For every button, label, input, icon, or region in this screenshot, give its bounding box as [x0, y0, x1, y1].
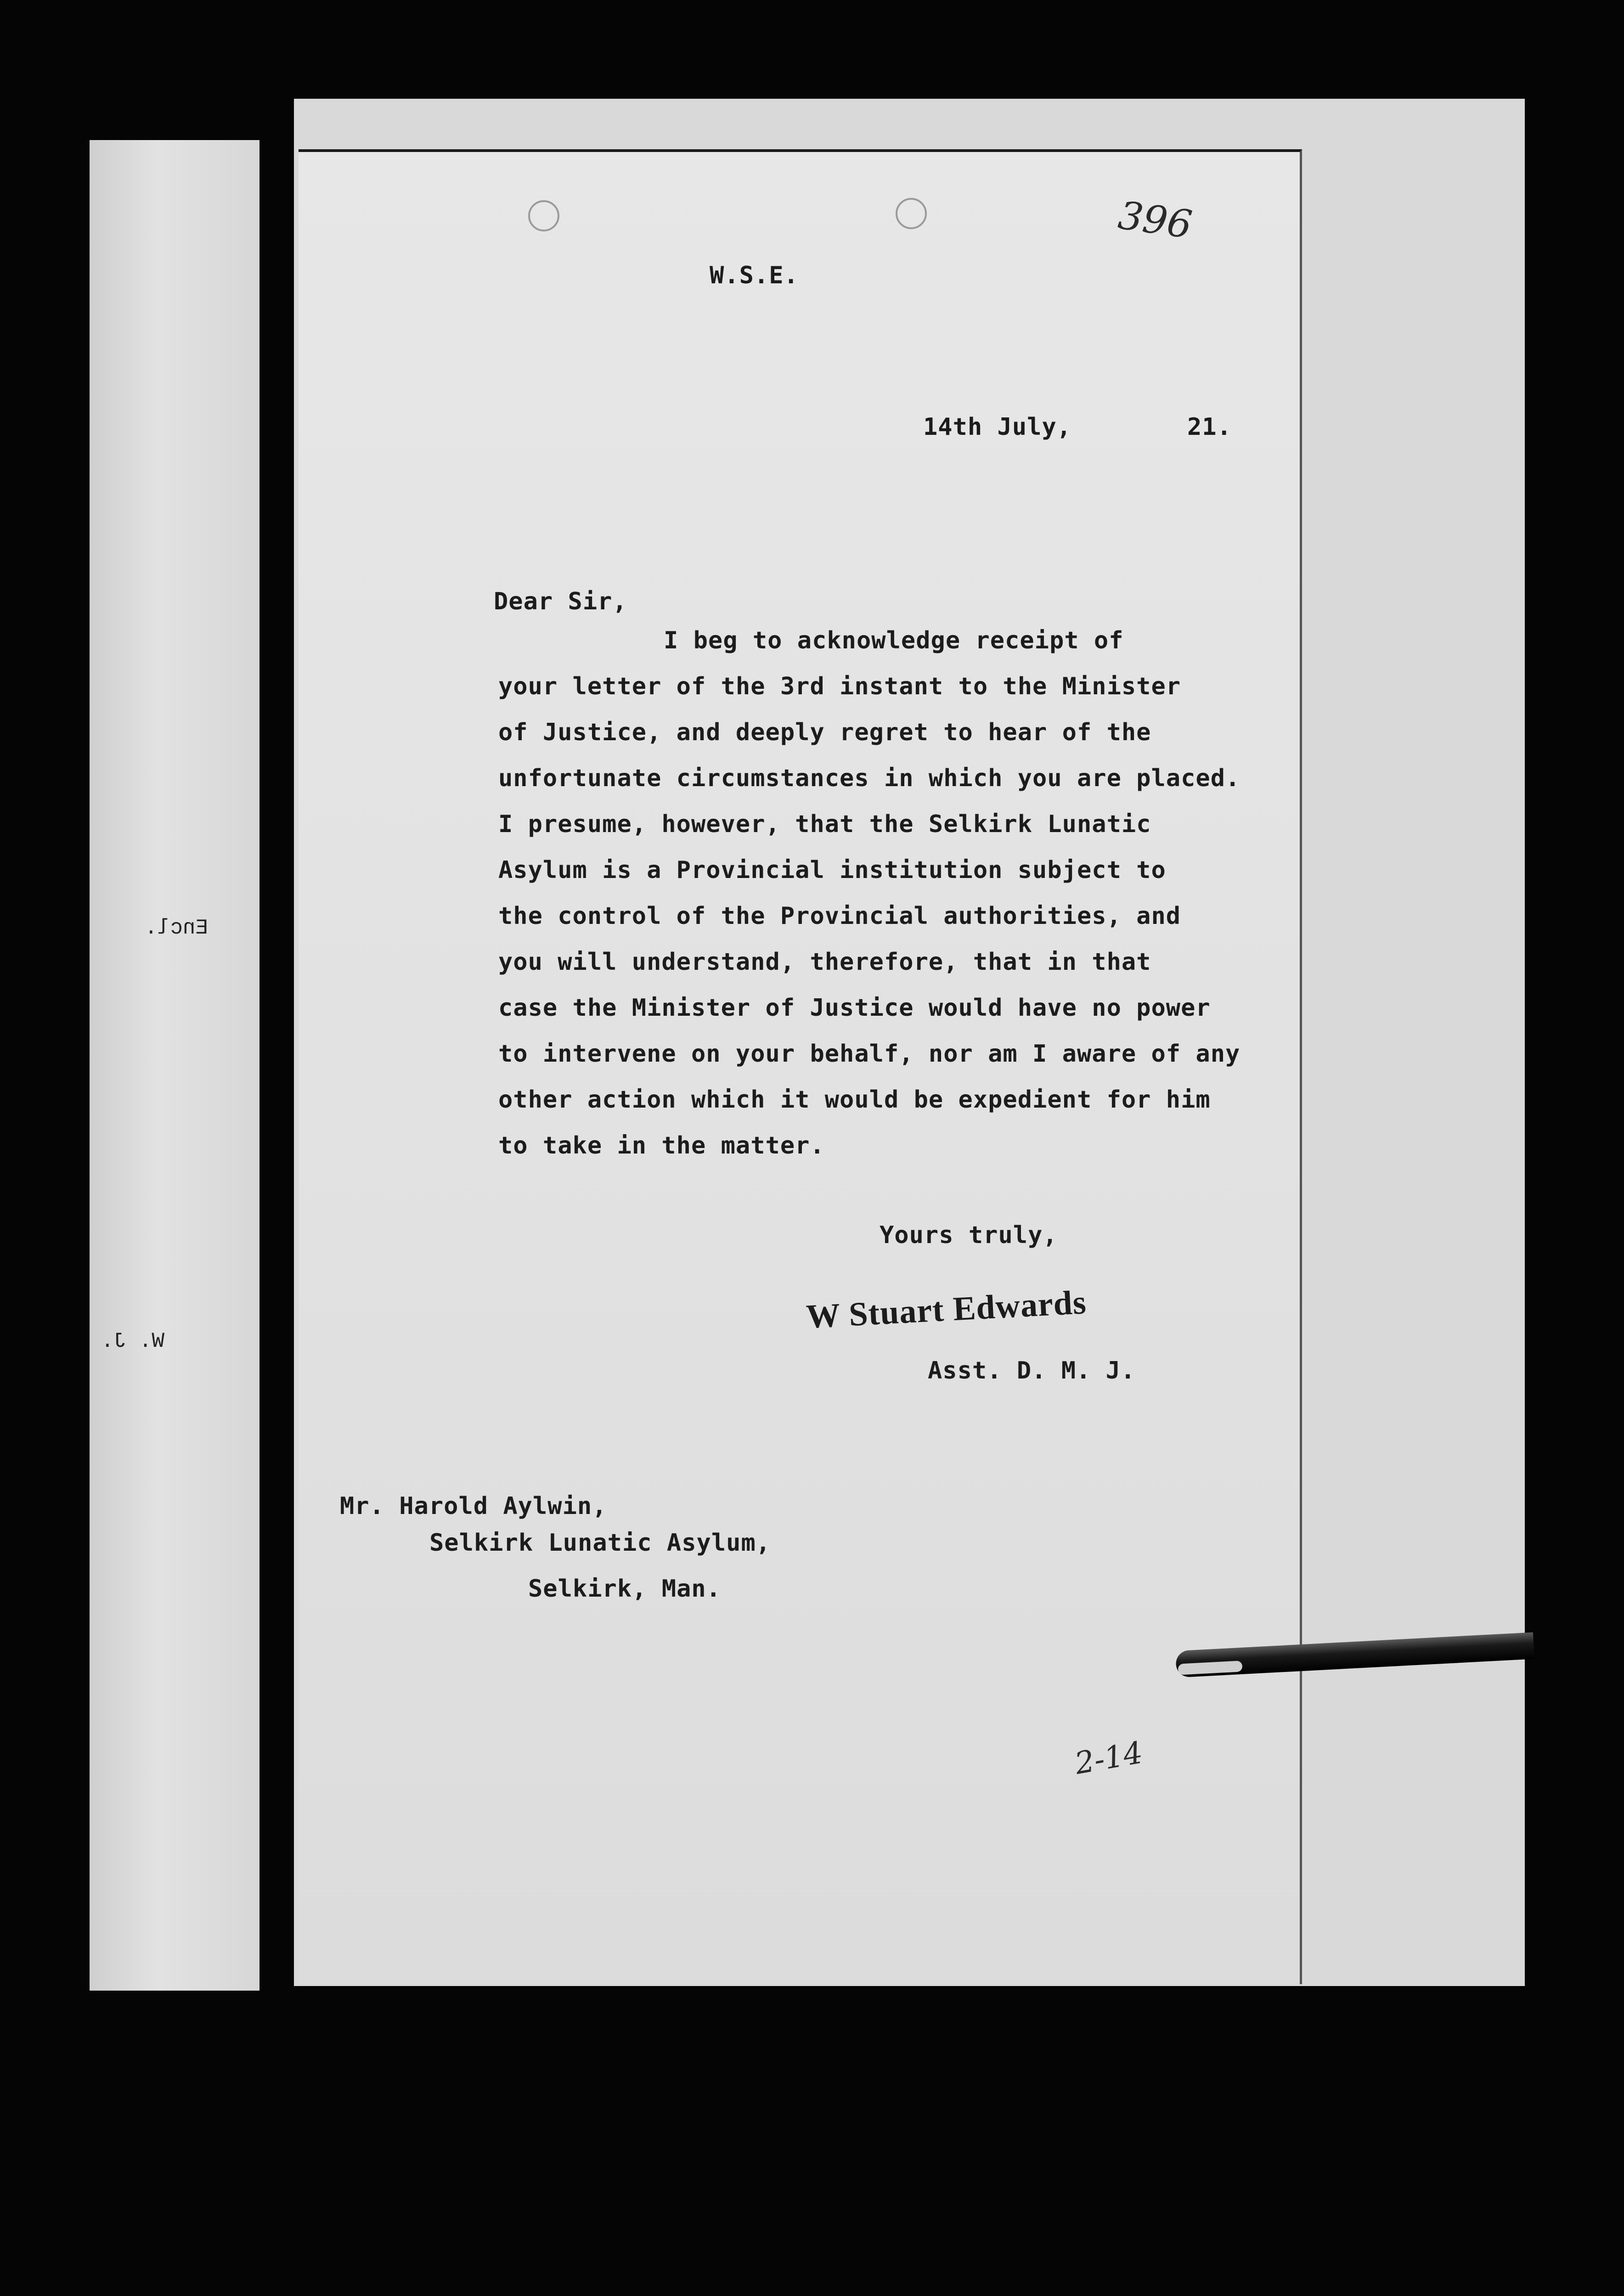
body-line: unfortunate circumstances in which you are placed. — [498, 765, 1241, 792]
closing: Yours truly, — [880, 1221, 1058, 1249]
signature-title: Asst. D. M. J. — [928, 1357, 1136, 1384]
margin-note: 2-14 — [1072, 1734, 1145, 1782]
body-line: I beg to acknowledge receipt of — [664, 627, 1124, 654]
punch-hole-right — [896, 198, 927, 229]
recipient-address-1: Selkirk Lunatic Asylum, — [429, 1529, 771, 1557]
letter-date: 14th July, — [923, 413, 1072, 441]
body-line: you will understand, therefore, that in that — [498, 948, 1151, 976]
left-page-mirrored-text-2: W. J. — [101, 1329, 165, 1353]
page-number: 396 — [1115, 192, 1195, 248]
salutation: Dear Sir, — [494, 588, 627, 615]
left-page-mirrored-text-1: Encl. — [145, 916, 209, 940]
body-line: case the Minister of Justice would have no power — [498, 994, 1211, 1022]
left-page-edge — [90, 140, 259, 1991]
punch-hole-left — [528, 200, 559, 231]
letter-year: 21. — [1187, 413, 1232, 441]
body-line: the control of the Provincial authorities, and — [498, 902, 1181, 930]
recipient-address-2: Selkirk, Man. — [528, 1575, 721, 1603]
body-line: other action which it would be expedient for him — [498, 1086, 1211, 1114]
body-line: I presume, however, that the Selkirk Lunatic — [498, 810, 1151, 838]
body-line: to take in the matter. — [498, 1132, 825, 1159]
body-line: of Justice, and deeply regret to hear of the — [498, 719, 1151, 746]
body-line: to intervene on your behalf, nor am I aware of any — [498, 1040, 1241, 1068]
body-line: your letter of the 3rd instant to the Minister — [498, 673, 1181, 700]
recipient-name: Mr. Harold Aylwin, — [340, 1492, 607, 1520]
signature-stamp: W Stuart Edwards — [805, 1283, 1088, 1336]
initials: W.S.E. — [710, 262, 799, 289]
body-line: Asylum is a Provincial institution subject to — [498, 856, 1166, 884]
